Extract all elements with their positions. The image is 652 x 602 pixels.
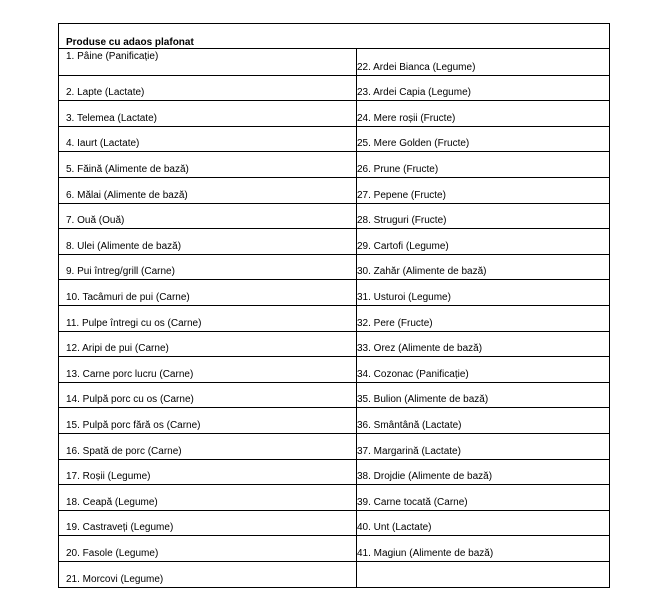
row-separator (59, 151, 609, 152)
row-separator (59, 126, 609, 127)
right-list-item: 40. Unt (Lactate) (357, 522, 432, 534)
left-list-item: 5. Făină (Alimente de bază) (66, 164, 189, 175)
row-separator (59, 484, 609, 485)
right-list-item: 26. Prune (Fructe) (357, 164, 439, 175)
right-list-item: 27. Pepene (Fructe) (357, 189, 446, 201)
left-list-item: 10. Tacâmuri de pui (Carne) (66, 292, 190, 303)
right-list-item: 34. Cozonac (Panificație) (357, 368, 469, 380)
right-list-item: 38. Drojdie (Alimente de bază) (357, 471, 493, 483)
right-list-item: 25. Mere Golden (Fructe) (357, 138, 470, 150)
right-list-item: 31. Usturoi (Legume) (357, 292, 451, 303)
right-list-item: 32. Pere (Fructe) (357, 317, 433, 329)
right-list-item: 28. Struguri (Fructe) (357, 215, 447, 227)
right-list-item: 22. Ardei Bianca (Legume) (357, 61, 476, 73)
row-separator (59, 561, 609, 562)
right-list-item: 29. Cartofi (Legume) (357, 240, 449, 252)
left-list-item: 15. Pulpă porc fără os (Carne) (66, 420, 201, 431)
left-list-item: 19. Castraveți (Legume) (66, 522, 174, 534)
left-list-item: 3. Telemea (Lactate) (66, 112, 157, 124)
row-separator (59, 305, 609, 306)
left-list-item: 12. Aripi de pui (Carne) (66, 343, 169, 355)
row-separator (59, 535, 609, 536)
left-list-item: 1. Pâine (Panificație) (66, 51, 159, 62)
row-separator (59, 254, 609, 255)
products-table (58, 23, 610, 588)
row-separator (59, 203, 609, 204)
left-list-item: 13. Carne porc lucru (Carne) (66, 368, 194, 380)
left-list-item: 7. Ouă (Ouă) (66, 215, 125, 227)
left-list-item: 17. Roșii (Legume) (66, 471, 151, 483)
left-list-item: 9. Pui întreg/grill (Carne) (66, 266, 175, 278)
row-separator (59, 331, 609, 332)
left-list-item: 14. Pulpă porc cu os (Carne) (66, 394, 194, 406)
row-separator (59, 177, 609, 178)
row-separator (59, 228, 609, 229)
table-title-row (59, 24, 609, 49)
right-list-item: 35. Bulion (Alimente de bază) (357, 394, 489, 406)
row-separator (59, 100, 609, 101)
left-list-item: 8. Ulei (Alimente de bază) (66, 240, 182, 252)
row-separator (59, 510, 609, 511)
right-list-item: 41. Magiun (Alimente de bază) (357, 548, 494, 559)
right-list-item: 36. Smântână (Lactate) (357, 420, 462, 431)
left-list-item: 21. Morcovi (Legume) (66, 573, 164, 585)
left-list-item: 6. Mălai (Alimente de bază) (66, 189, 188, 201)
row-separator (59, 75, 609, 76)
right-list-item: 37. Margarină (Lactate) (357, 445, 461, 457)
right-list-item: 30. Zahăr (Alimente de bază) (357, 266, 487, 278)
row-separator (59, 382, 609, 383)
right-list-item: 24. Mere roșii (Fructe) (357, 112, 456, 124)
left-list-item: 11. Pulpe întregi cu os (Carne) (66, 317, 202, 329)
left-list-item: 2. Lapte (Lactate) (66, 87, 145, 99)
left-list-item: 16. Spată de porc (Carne) (66, 445, 182, 457)
row-separator (59, 433, 609, 434)
left-list-item: 18. Ceapă (Legume) (66, 496, 158, 508)
right-list-item: 23. Ardei Capia (Legume) (357, 87, 471, 99)
table-title: Produse cu adaos plafonat (66, 37, 194, 48)
left-list-item: 20. Fasole (Legume) (66, 548, 159, 559)
row-separator (59, 459, 609, 460)
row-separator (59, 407, 609, 408)
row-separator (59, 356, 609, 357)
right-list-item: 39. Carne tocată (Carne) (357, 496, 468, 508)
right-list-item: 33. Orez (Alimente de bază) (357, 343, 483, 355)
left-list-item: 4. Iaurt (Lactate) (66, 138, 140, 150)
row-separator (59, 279, 609, 280)
